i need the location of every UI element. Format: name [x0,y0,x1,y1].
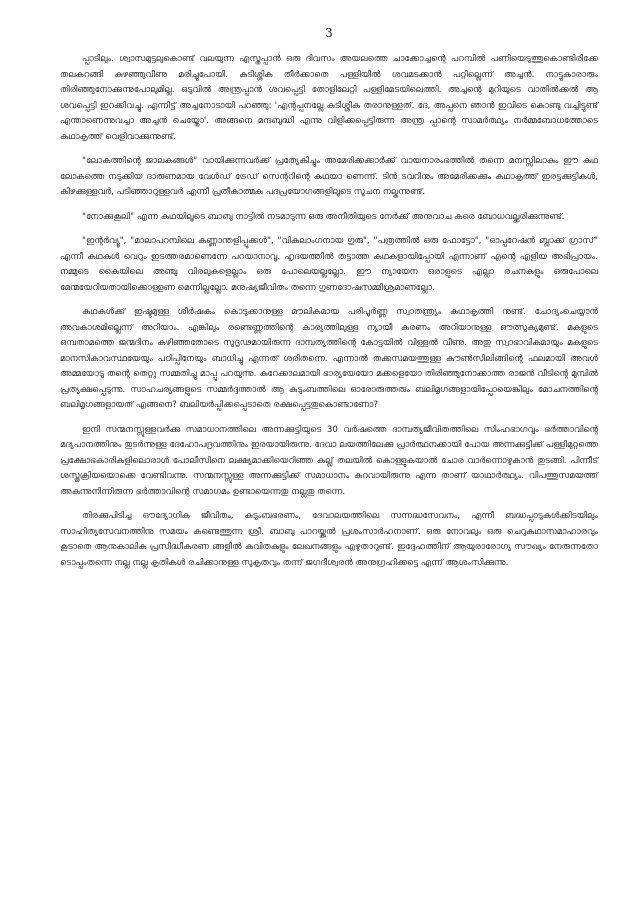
paragraph-5: കഥകൾക്ക് ഇഷ്ടമുള്ള ശീർഷകം കൊടുക്കാനുള്ള മൗലികമായ പരിപൂർണ്ണ സ്വാതന്ത്ര്യം കഥാകൃത്തി നുണ്ട്. ചോദ്യംചെയ്യാൻ അവകാശമില്ലെന്ന് അറിയാം. എങ്കിലും രണ്ടെണ്ണത്തിന്റെ കാര്യത്തിലുള്ള ന്യായീ കരണം അറിയാനുള്ള ഔത്സുക്യമുണ്ട്. മകളുടെ ഒമ്പതാമത്തെ ജന്മദിനം കഴിഞ്ഞതോടെ സുദൃഢമായിരുന്ന ദാമ്പത്യത്തിന്റെ കോട്ടയിൽ വിള്ളൽ വീണു. അതു സ്വാഭാവികമായും മകളുടെ മാനസികാവസ്ഥയേയും പഠിപ്പിനേയും ബാധിച്ചു എന്നത് ശരിതന്നെ. എന്നാൽ തക്കസമയത്തുള്ള കൗൺസിലിങ്ങിന്റെ ഫലമായി അവൾ അമ്മയോടു തന്റെ തെറ്റു സമ്മതിച്ചു മാപ്പു പറയുന്നു. കുറേക്കാലമായി ഭാര്യയേയോ മക്കളെയോ തിരിഞ്ഞുനോക്കാത്ത രാജൻ വീടിന്റെ മുമ്പിൽ പ്രത്യക്ഷപ്പെടുന്നു. സാഹചര്യങ്ങളുടെ സമ്മർദ്ദത്താൽ ആ കുടുംബത്തിലെ ഓരോരുത്തരും ബലിമൃഗങ്ങളായിപ്പോയെങ്കിലും മോചനത്തിന്റെ ബലിമൃഗങ്ങളായത് എങ്ങനെ? ബലിയർപ്പിക്കപ്പെടാതെ രക്ഷപ്പെട്ടതുകൊണ്ടാണോ? [60,307,598,410]
paragraph-7: തിരക്കുപിടിച്ച ഔദ്യോഗിക ജീവിതം, കുടുംബഭരണം, ദേവാലയത്തിലെ സന്നദ്ധസേവനം, എന്നീ ബദ്ധപ്പാടുകൾക്കിടയിലും സാഹിത്യസേവനത്തിനു സമയം കണ്ടെത്തുന്ന ശ്രീ. ബാബു പാറയ്ക്കൽ പ്രശംസാർഹനാണ്. ഒരു നോവലും ഒരു ചെറുകഥാസമാഹാരവും കൂടാതെ ആനുകാലിക പ്രസിദ്ധീകരണ ങ്ങളിൽ കവിതകളും ലേഖനങ്ങളും എഴുതാറുണ്ട്. ഇദ്ദേഹത്തിന് ആയുരാരോഗ്യ സൗഖ്യം നേരുന്നതോ ടൊപ്പംതന്നെ നല്ല നല്ല കൃതികൾ രചിക്കാനുള്ള സുകൃതവും തന്ന് ജഗദീശ്വരൻ അനുഗ്രഹിക്കട്ടെ എന്ന് ആശംസിക്കുന്നു. [60,511,598,568]
paragraph-1: പ്പാടിലും. ശ്വാസമുട്ടലുകൊണ്ട് വലയുന്ന എസ്തപ്പാൻ ഒരു ദിവസം അയലത്തെ ചാക്കോച്ചന്റെ പറമ്പിൽ പണിയെടുത്തുകൊണ്ടിരിക്കേ തലകറങ്ങി കുഴഞ്ഞുവീണു മരിച്ചുപോയി. കുടിശ്ശിക തീർക്കാതെ പള്ളിയിൽ ശവമടക്കാൻ പറ്റില്ലെന്ന് അച്ചൻ. നാട്ടുകാരാരും തിരിഞ്ഞുനോക്കുന്നുപോലുമില്ല. ഒടുവിൽ അന്ത്രപ്പാൻ ശവപ്പെട്ടി തോളിലേറ്റി പള്ളിമേടയിലെത്തി. അച്ചന്റെ മുറിയുടെ വാതിൽക്കൽ ആ ശവപ്പെട്ടി ഇറക്കിവച്ചു. എന്നിട്ട് അച്ചനോടായി പറഞ്ഞു: 'എന്റപ്പനല്ലേ കുടിശ്ശിക തരാനുള്ളത്. ദേ, അപ്പനെ ഞാൻ ഇവിടെ കൊണ്ടു വച്ചിട്ടുണ്ട് എന്താണെന്നുവച്ചാ അച്ചൻ ചെയ്തോ'. അങ്ങനെ മന്ദബുദ്ധി എന്നു വിളിക്കപ്പെട്ടിരുന്ന അന്ത്ര പ്പാന്റെ സാമർത്ഥ്യം നർമ്മബോധത്തോടെ കഥാകൃത്ത് വെളിവാക്കുന്നുണ്ട്. [60,54,598,142]
page-number: 3 [325,26,333,40]
paragraph-2: "ലോകത്തിന്റെ ജാലകങ്ങൾ" വായിക്കുന്നവർക്ക് പ്രത്യേകിച്ചും അമേരിക്കക്കാർക്ക് വായനാരംഭത്തിൽ തന്നെ മനസ്സിലാകും ഈ കഥ ലോകത്തെ നടുക്കിയ ദാരുണമായ വേൾഡ് ട്രേഡ് സെന്ററിന്റെ കഥയാ ണെന്ന്. ടിൻ ടവറിനും അമേരിക്കക്കും കഥാകൃത്ത് ഇരട്ടക്കുട്ടികൾ, കിഴക്കുള്ളവർ, പടിഞ്ഞാറുള്ളവർ എന്നീ പ്രതീകാത്മക പദപ്രയോഗങ്ങളിലൂടെ സൂചന നല്കുന്നുണ്ട്. [60,156,598,197]
paragraph-6: ഇനി സന്മനസ്സുള്ളവർക്കു സമാധാനത്തിലെ അന്നക്കുട്ടിയുടെ 30 വർഷത്തെ ദാമ്പത്യജീവിതത്തിലെ സിംഹഭാഗവും ഭർത്താവിന്റെ മദ്യപാനത്തിനും തുടർന്നുള്ള ദേഹോപദ്രവത്തിനും ഇരയായിരുന്നു. ദേവാ ലയത്തിലേക്കു പ്രാർത്ഥനക്കായി പോയ അന്നക്കുട്ടിക്ക് പള്ളിമുറ്റത്തെ പ്രക്ഷോഭകാരികളിലൊരാൾ പോലീസിനെ ലക്ഷ്യമാക്കിയെറിഞ്ഞ കല്ല് തലയിൽ കൊള്ളുകയാൽ ചോര വാർന്നൊഴുകാൻ തുടങ്ങി. പിന്നീട് ശസ്ത്രക്രിയയൊക്കെ വേണ്ടിവന്നു. സന്മനസ്സുള്ള അന്നക്കുട്ടിക്ക് സമാധാനം കുറവായിരുന്നു എന്ന താണ് യാഥാർത്ഥ്യം. വിപത്തുസമയത്ത് അകന്നുനിന്നിരുന്ന ഭർത്താവിന്റെ സമാഗമം ഉണ്ടായെന്നതു നല്ലതു തന്നെ. [60,424,598,497]
paragraph-4: "ഇന്റർവ്യൂ", "മാലാപറമ്പിലെ കണ്ണാന്തളിപ്പൂക്കൾ", "വികലാംഗനായ ഗുരു", "പത്രത്തിൽ ഒരു ഫോട്ടോ", "ഓപ്പറേഷൻ ബ്ലാക്ക് ഗ്രാസ്" എന്നീ കഥകൾ വെറും ഇടത്തരമാണെന്നേ പറയാനാവൂ. ഹൃദയത്തിൽ തട്ടാത്ത കഥകളായിപ്പോയി എന്നാണ് എന്റെ എളിയ അഭിപ്രായം. നമ്മുടെ കൈയിലെ അഞ്ചു വിരലുകളെല്ലാം ഒരു പോലെയല്ലല്ലോ. ഈ ന്യായേന ഒരാളുടെ എല്ലാ രചനകളും ഒരുപോലെ മേന്മയേറിയതായിക്കൊള്ളണ മെന്നില്ലല്ലോ. മനുഷ്യജീവിതം തന്നെ ഗുണദോഷസമ്മിശ്രമാണല്ലോ. [60,236,598,293]
paragraph-3: "നോക്കുകൂലി" എന്ന കഥയിലൂടെ ബാബു നാട്ടിൽ നടമാടുന്ന ഒരു അനീതിയുടെ നേർക്ക് അനുവാച കരെ ബോധവല്ക്കരിക്കുന്നുണ്ട്. [82,211,565,222]
